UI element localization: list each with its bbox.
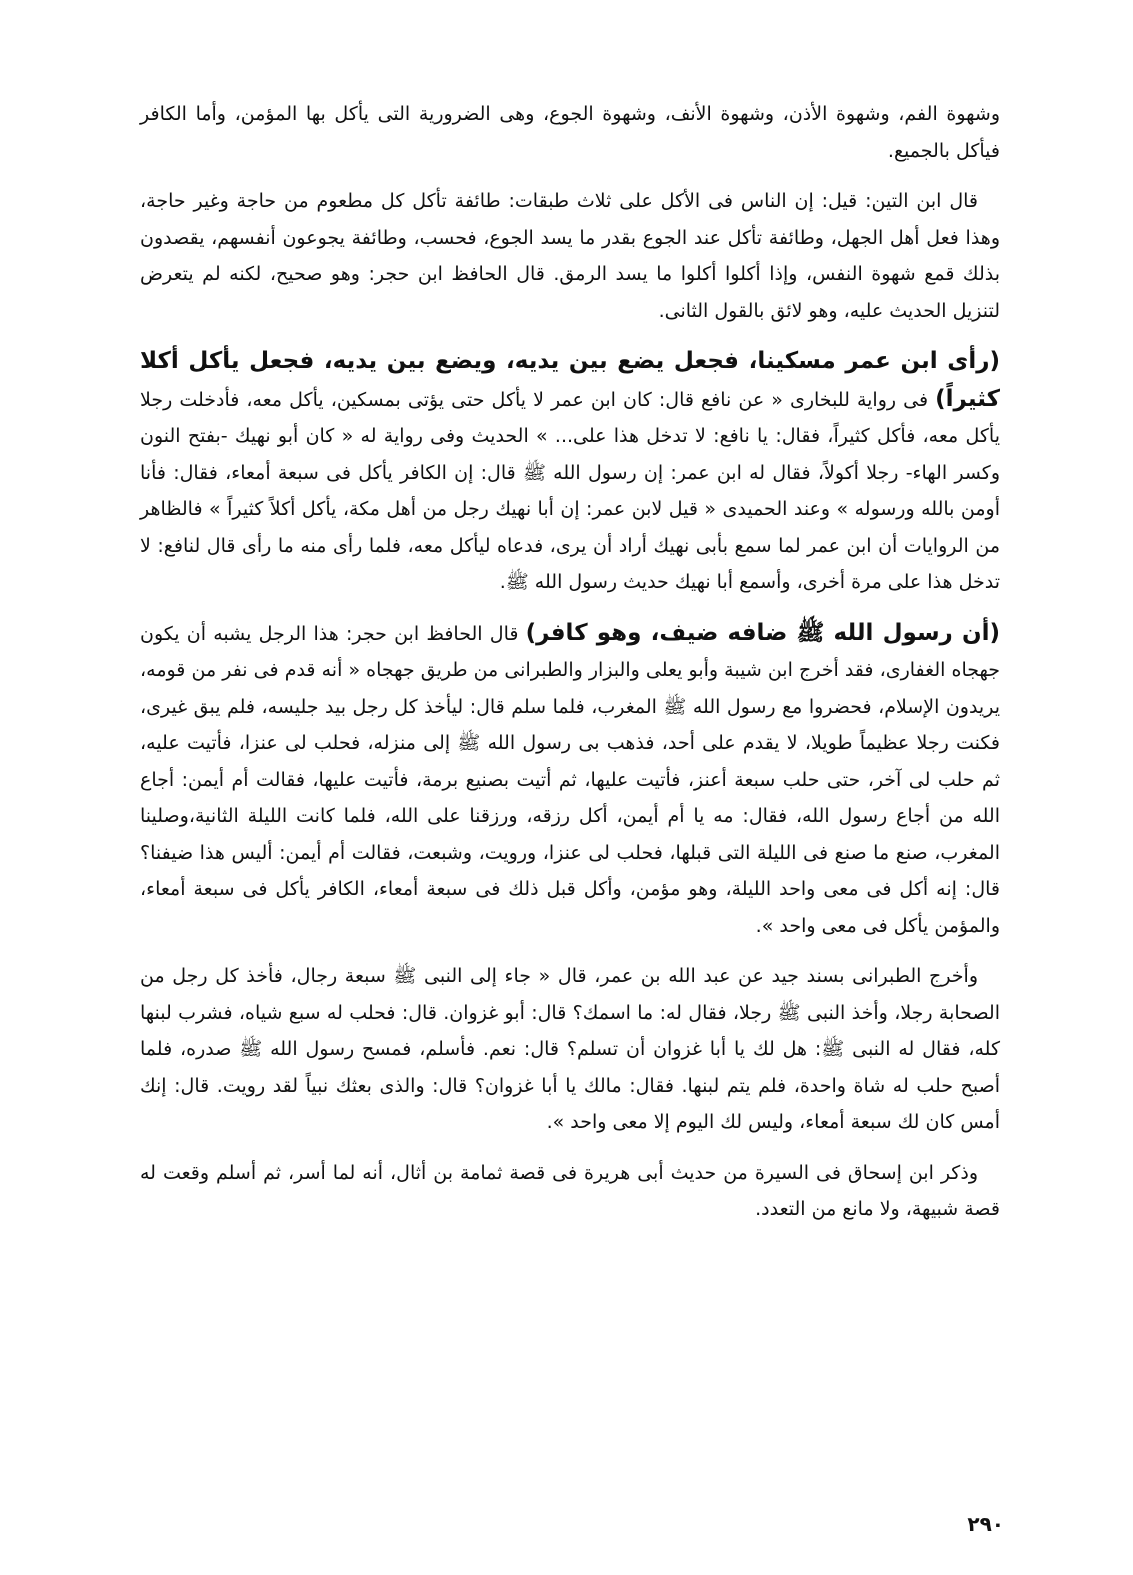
paragraph-4-text: قال الحافظ ابن حجر: هذا الرجل يشبه أن يكون جهجاه الغفارى، فقد أخرج ابن شيبة وأبو يعلى والبزار والطبرانى من طريق جهجاه « أنه قدم فى نفر من قومه، يريدون الإسلام، فحضروا مع رسول الله ﷺ المغرب، فلما سلم قال: ليأخذ كل رجل بيد جليسه، فلم يبق غيرى، فكنت رجلا عظيماً طويلا، لا يقدم على أحد، فذهب بى رسول الله ﷺ إلى منزله، فحلب لى عنزا، فأتيت عليه، ثم حلب لى آخر، حتى حلب سبعة أعنز، فأتيت عليها، ثم أتيت بصنيع برمة، فأتيت عليها، فقالت أم أيمن: أجاع الله من أجاع رسول الله، فقال: مه يا أم أيمن، أكل رزقه، ورزقنا على الله، فلما كانت الليلة الثانية،وصلينا المغرب، صنع ما صنع فى الليلة التى قبلها، فحلب لى عنزا، ورويت، وشبعت، فقالت أم أيمن: أليس هذا ضيفنا؟ قال: إنه أكل فى معى واحد الليلة، وهو مؤمن، وأكل قبل ذلك فى سبعة أمعاء، الكافر يأكل فى سبعة أمعاء، والمؤمن يأكل فى معى واحد ».	[140, 622, 1000, 937]
paragraph-6-text: وذكر ابن إسحاق فى السيرة من حديث أبى هريرة فى قصة ثمامة بن أثال، أنه لما أسر، ثم أسلم وقعت له قصة شبيهة، ولا مانع من التعدد.	[140, 1161, 1000, 1220]
paragraph-2	[140, 183, 1000, 329]
paragraph-6	[140, 1155, 1000, 1228]
section-heading-ibn-umar: (رأى ابن عمر مسكينا، فجعل يضع بين يديه، ويضع بين يديه، فجعل يأكل أكلا كثيراً)	[140, 348, 1000, 412]
paragraph-5-text: وأخرج الطبرانى بسند جيد عن عبد الله بن عمر، قال « جاء إلى النبى ﷺ سبعة رجال، فأخذ كل رجل من الصحابة رجلا، وأخذ النبى ﷺ رجلا، فقال له: ما اسمك؟ قال: أبو غزوان. قال: فحلب له سبع شياه، فشرب لبنها كله، فقال له النبى ﷺ: هل لك يا أبا غزوان أن تسلم؟ قال: نعم. فأسلم، فمسح رسول الله ﷺ صدره، فلما أصبح حلب له شاة واحدة، فلم يتم لبنها. فقال: مالك يا أبا غزوان؟ قال: والذى بعثك نبياً لقد رويت. قال: إنك أمس كان لك سبعة أمعاء، وليس لك اليوم إلا معى واحد ».	[140, 965, 1000, 1133]
page-number: ٢٩٠	[967, 1512, 1004, 1536]
paragraph-2-text: قال ابن التين: قيل: إن الناس فى الأكل على ثلاث طبقات: طائفة تأكل كل مطعوم من حاجة وغير حاجة، وهذا فعل أهل الجهل، وطائفة تأكل عند الجوع بقدر ما يسد الجوع، فحسب، وطائفة يجوعون أنفسهم، يقصدون بذلك قمع شهوة النفس، وإذا أكلوا أكلوا ما يسد الرمق. قال الحافظ ابن حجر: وهو صحيح، لكنه لم يتعرض لتنزيل الحديث عليه، وهو لائق بالقول الثانى.	[140, 190, 1000, 322]
paragraph-5	[140, 958, 1000, 1141]
paragraph-1	[140, 96, 1000, 169]
paragraph-1-text: وشهوة الفم، وشهوة الأذن، وشهوة الأنف، وشهوة الجوع، وهى الضرورية التى يأكل بها المؤمن، وأما الكافر فيأكل بالجميع.	[140, 103, 1000, 162]
paragraph-4	[140, 615, 1000, 945]
page-body	[140, 96, 1000, 1242]
paragraph-3	[140, 343, 1000, 601]
section-heading-guest: (أن رسول الله ﷺ ضافه ضيف، وهو كافر)	[525, 619, 1001, 646]
paragraph-3-text: فى رواية للبخارى « عن نافع قال: كان ابن عمر لا يأكل حتى يؤتى بمسكين، يأكل معه، فأدخلت رجلا يأكل معه، فأكل كثيراً، فقال: يا نافع: لا تدخل هذا على... » الحديث وفى رواية له « كان أبو نهيك -بفتح النون وكسر الهاء- رجلا أكولاً، فقال له ابن عمر: إن رسول الله ﷺ قال: إن الكافر يأكل فى سبعة أمعاء، فقال: فأنا أومن بالله ورسوله » وعند الحميدى « قيل لابن عمر: إن أبا نهيك رجل من أهل مكة، يأكل أكلاً كثيراً » فالظاهر من الروايات أن ابن عمر لما سمع بأبى نهيك أراد أن يرى، فدعاه ليأكل معه، فلما رأى منه ما رأى قال لنافع: لا تدخل هذا على مرة أخرى، وأسمع أبا نهيك حديث رسول الله ﷺ.	[140, 388, 1000, 593]
